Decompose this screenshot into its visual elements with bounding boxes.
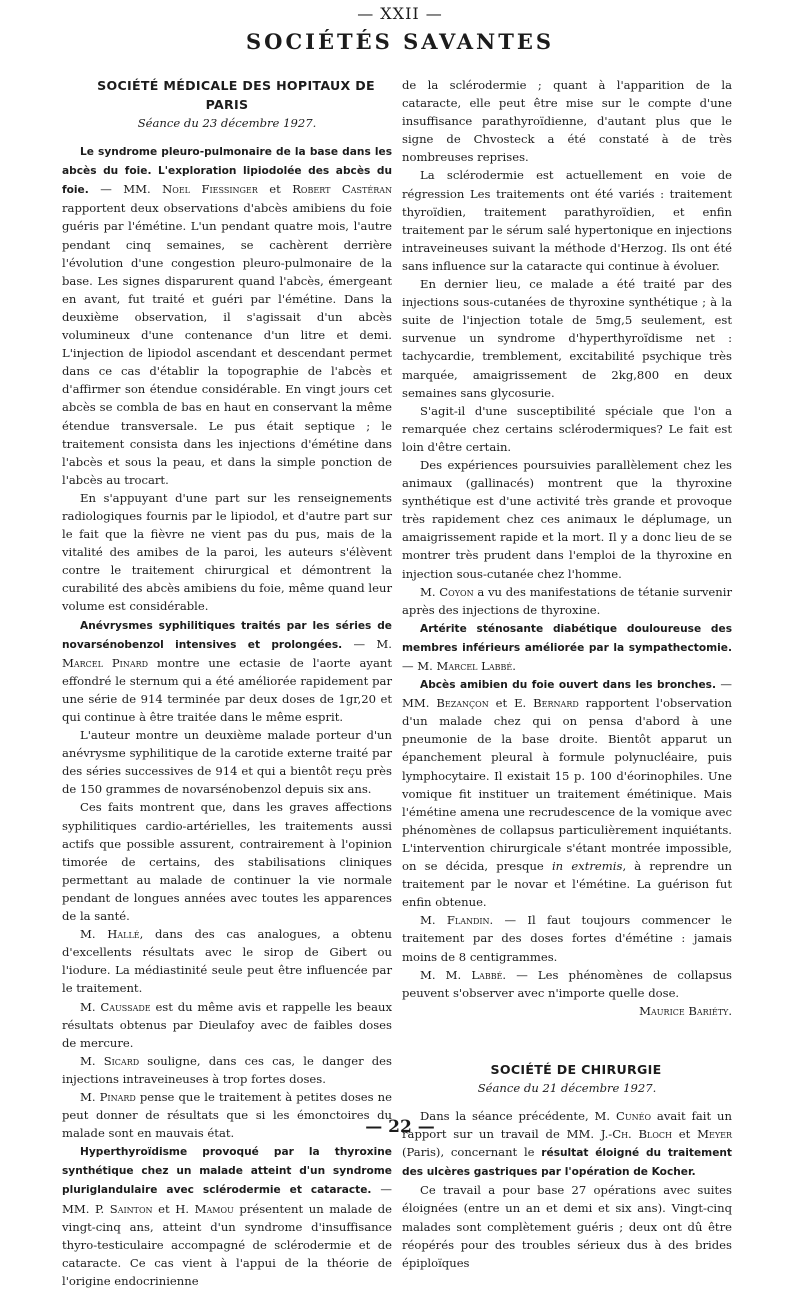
article-lead: Anévrysmes syphilitiques traités par les séries de novarsénobenzol intensives et prolongées. bbox=[62, 619, 392, 651]
author-name: M. Coyon bbox=[420, 584, 474, 599]
paragraph: Des expériences poursuivies parallèlement chez les animaux (gallinacés) montrent que la thyroxine synthétique est d'une activité très grande et provoque très rapidement chez ces animaux le déplumage, un amaigrissement rapide et la mort. Il y a donc lieu de se montrer très prudent dans l'emploi de la thyroxine en injection sous-cutanée chez l'homme. bbox=[402, 457, 732, 581]
author-name: M. Sicard bbox=[80, 1053, 140, 1068]
author-name: M. Caussade bbox=[80, 999, 151, 1014]
article-lead: Abcès amibien du foie ouvert dans les bronches. bbox=[420, 679, 716, 692]
paragraph: M. Hallé, dans des cas analogues, a obtenu d'excellents résultats avec le sirop de Gibert ou l'iodure. La médiastinité seule peut être influencée par le traitement. bbox=[62, 927, 392, 996]
paragraph-abces-foie: Le syndrome pleuro-pulmonaire de la base dans les abcès du foie. L'exploration lipiodolée des abcès du foie. — MM. Noel Fiessinger et Robert Castéran rapportent deux observations d'abcès amibiens du foie guéris par l'émétine. L'un pendant quatre mois, l'autre pendant cinq semaines, se cachèrent derrière l'évolution d'une congestion pleuro-pulmonaire de la base. Les signes disparurent quand l'abcès, émergeant en avant, fut traité et guéri par l'émétine. Dans la deuxième observation, il s'agissait d'un abcès volumineux d'une contenance d'un litre et demi. L'injection de lipiodol ascendant et descendant permet dans ce cas d'établir la topographie de l'abcès et d'affirmer son étendue considérable. En vingt jours cet abcès se combla de bas en haut en conservant la même étendue transversale. Le pus était septique ; le traitement consista dans les injections d'émétine dans l'abcès et sous la peau, et dans la simple ponction de l'abcès au trocart. bbox=[62, 146, 392, 487]
paragraph: Ces faits montrent que, dans les graves affections syphilitiques cardio-artérielles, les traitements aussi actifs que possible assurent, contrairement à l'opinion timorée de certains, des stabilisations cliniques permettant au malade de continuer la vie normale pendant de longues années avec toutes les apparences de la santé. bbox=[62, 800, 392, 924]
author-name: M. Hallé bbox=[80, 927, 140, 942]
author-name: Cunéo bbox=[616, 1108, 652, 1123]
paragraph: En s'appuyant d'une part sur les renseignements radiologiques fournis par le lipiodol, et d'autre part sur le fait que la fièvre ne vient pas du pus, mais de la vitalité des amibes de la paroi, les auteurs s'élèvent contre le traitement chirurgical et démontrent la curabilité des abcès amibiens du foie, même quand leur volume est considérable. bbox=[62, 490, 392, 614]
paragraph: M. Sicard souligne, dans ces cas, le danger des injections intraveineuses à trop fortes doses. bbox=[62, 1053, 392, 1086]
author-name: M. Flandin bbox=[420, 913, 490, 928]
section-title-chirurgie: SOCIÉTÉ DE CHIRURGIE bbox=[490, 1061, 662, 1077]
session-date: Séance du 23 décembre 1927. bbox=[137, 116, 317, 130]
author-name: M. Pinard bbox=[80, 1089, 136, 1104]
author-name: Robert Castéran bbox=[292, 182, 392, 197]
paragraph: Ce travail a pour base 27 opérations avec suites éloignées (entre un an et demi et six ans). Vingt-cinq malades sont complètement guéris ; deux ont dû être réopérés pour des troubles sérieux dus à des brides épiploïques bbox=[402, 1183, 732, 1270]
paragraph: M. Pinard pense que le traitement à petites doses ne peut donner de résultats que si les émonctoires du malade sont en mauvais état. bbox=[62, 1089, 392, 1141]
running-head: — XXII — bbox=[357, 4, 443, 23]
paragraph: M. Coyon a vu des manifestations de tétanie survenir après des injections de thyroxine. bbox=[402, 584, 732, 617]
paragraph-hyperthyroidisme: Hyperthyroïdisme provoqué par la thyroxine synthétique chez un malade atteint d'un syndrome pluriglandulaire avec sclérodermie et cataracte. — MM. P. Sainton et H. Mamou présentent un malade de vingt-cinq ans, atteint d'un syndrome d'insuffisance thyro-testiculaire accompagné de sclérodermie et de cataracte. Ce cas vient à l'appui de la théorie de l'origine endocrinienne bbox=[62, 1146, 392, 1288]
section-title-hopitaux: SOCIÉTÉ MÉDICALE DES HOPITAUX DE PARIS bbox=[97, 78, 375, 112]
author-name: M. M. Labbé bbox=[420, 967, 503, 982]
paragraph: La sclérodermie est actuellement en voie de régression Les traitements ont été variés : traitement thyroïdien, traitement parathyroïdien, et enfin traitement par le sérum salé hypertonique en injections intraveineuses suivant la méthode d'Herzog. Ils ont été sans influence sur la cataracte qui continue à évoluer. bbox=[402, 168, 732, 273]
author-name: Marcel Pinard bbox=[62, 655, 149, 670]
paragraph: M. Flandin. — Il faut toujours commencer le traitement par des doses fortes d'émétine : jamais moins de 8 centigrammes. bbox=[402, 913, 732, 964]
author-name: Marcel Labbé bbox=[436, 659, 513, 673]
article-lead: résultat éloigné du traitement des ulcères gastriques par l'opération de Kocher. bbox=[402, 1147, 732, 1179]
paragraph-abces-bronches: Abcès amibien du foie ouvert dans les bronches. — MM. Bezançon et E. Bernard rapportent l'observation d'un malade chez qui on pensa d'abord à une pneumonie de la base droite. Bientôt apparut un épanchement pleural à formule polynucléaire, puis lymphocytaire. Il existait 15 p. 100 d'éorinophiles. Une vomique fit instituer un traitement émétinique. Mais l'émétine amena une recrudescence de la vomique avec phénomènes de collapsus particulièrement inquiétants. L'intervention chirurgicale s'étant montrée impossible, on se décida, presque in extremis, à reprendre un traitement par le novar et l'émétine. La guérison fut enfin obtenue. bbox=[402, 677, 732, 910]
author-name: P. Sainton bbox=[95, 1201, 153, 1216]
right-column bbox=[402, 76, 732, 1272]
article-lead: Le syndrome pleuro-pulmonaire de la base dans les abcès du foie. L'exploration lipiodolée des abcès du foie. bbox=[62, 146, 392, 197]
page-number: — 22 — bbox=[365, 1117, 435, 1137]
author-name: Meyer bbox=[697, 1127, 732, 1142]
page-title: SOCIÉTÉS SAVANTES bbox=[246, 29, 554, 54]
session-date: Séance du 21 décembre 1927. bbox=[477, 1080, 657, 1095]
paragraph: M. M. Labbé. — Les phénomènes de collapsus peuvent s'observer avec n'importe quelle dose. bbox=[402, 967, 732, 1000]
author-name: Bezançon bbox=[436, 696, 489, 711]
paragraph-anevrysmes: Anévrysmes syphilitiques traités par les séries de novarsénobenzol intensives et prolongées. — M. Marcel Pinard montre une ectasie de l'aorte ayant effondré le sternum qui a été améliorée rapidement par une série de 914 terminée par deux doses de 1gr,20 et qui continue à être traitée dans le même esprit. bbox=[62, 619, 392, 724]
author-name: E. Bernard bbox=[514, 696, 579, 711]
author-name: J.-Ch. Bloch bbox=[600, 1127, 673, 1142]
paragraph: En dernier lieu, ce malade a été traité par des injections sous-cutanées de thyroxine synthétique ; à la suite de l'injection totale de 5mg,5 seulement, est survenue un syndrome d'hyperthyroïdisme net : tachycardie, tremblement, excitabilité psychique très marquée, amaigrissement de 2kg,800 en deux semaines sans glycosurie. bbox=[402, 277, 732, 400]
paragraph: L'auteur montre un deuxième malade porteur d'un anévrysme syphilitique de la carotide externe traité par des séries successives de 914 et qui a bientôt reçu près de 150 grammes de novarsénobenzol depuis six ans. bbox=[62, 728, 392, 797]
article-lead: Artérite sténosante diabétique douloureuse des membres inférieurs améliorée par la sympathectomie. bbox=[402, 622, 732, 654]
paragraph-arterite: Artérite sténosante diabétique douloureuse des membres inférieurs améliorée par la sympathectomie. — M. Marcel Labbé. bbox=[402, 622, 732, 673]
paragraph: S'agit-il d'une susceptibilité spéciale que l'on a remarquée chez certains sclérodermiques? Le fait est loin d'être certain. bbox=[402, 403, 732, 454]
paragraph: M. Caussade est du même avis et rappelle les beaux résultats obtenus par Dieulafoy avec de faibles doses de mercure. bbox=[62, 999, 392, 1050]
left-column bbox=[62, 76, 392, 1290]
article-lead: Hyperthyroïdisme provoqué par la thyroxine synthétique chez un malade atteint d'un syndrome pluriglandulaire avec sclérodermie et cataracte. bbox=[62, 1146, 392, 1197]
author-name: Noel Fiessinger bbox=[162, 182, 258, 197]
paragraph-kocher: Dans la séance précédente, M. Cunéo avait fait un rapport sur un travail de MM. J.-Ch. Bloch et Meyer (Paris), concernant le résultat éloigné du traitement des ulcères gastriques par l'opération de Kocher. bbox=[402, 1108, 732, 1179]
author-name: H. Mamou bbox=[175, 1201, 234, 1216]
paragraph: de la sclérodermie ; quant à l'apparition de la cataracte, elle peut être mise sur le compte d'une insuffisance parathyroïdienne, d'autant plus que le signe de Chvosteck a été constaté à de très nombreuses reprises. bbox=[402, 78, 732, 165]
signature: Maurice Bariéty. bbox=[639, 1003, 732, 1018]
